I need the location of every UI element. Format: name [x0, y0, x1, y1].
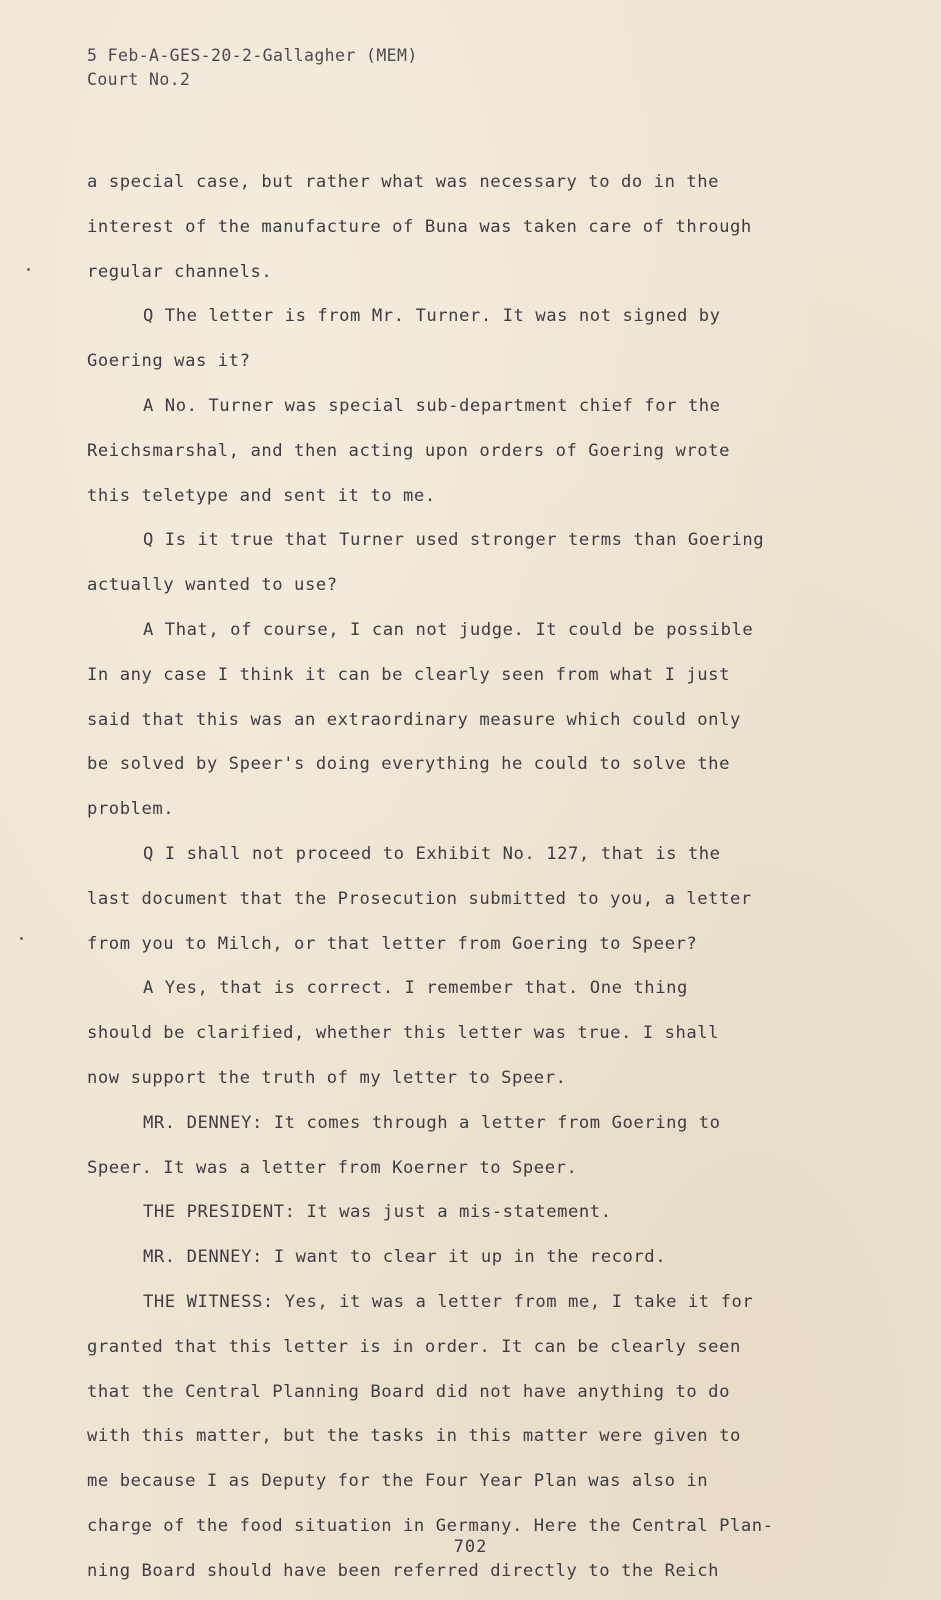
transcript-line: A No. Turner was special sub-department chief for the — [143, 395, 721, 416]
transcript-line: Reichsmarshal, and then acting upon orders of Goering wrote — [87, 440, 730, 461]
transcript-line: MR. DENNEY: It comes through a letter from Goering to — [143, 1112, 721, 1133]
transcript-line: be solved by Speer's doing everything he could to solve the — [87, 754, 730, 775]
transcript-line: A Yes, that is correct. I remember that. One thing — [143, 978, 688, 999]
transcript-line: Q I shall not proceed to Exhibit No. 127, that is the — [143, 843, 721, 864]
document-header — [87, 44, 418, 92]
transcript-line: last document that the Prosecution submitted to you, a letter — [87, 888, 752, 909]
transcript-line: me because I as Deputy for the Four Year Plan was also in — [87, 1471, 709, 1492]
transcript-line: MR. DENNEY: I want to clear it up in the record. — [143, 1247, 667, 1268]
margin-mark — [20, 937, 23, 940]
transcript-line: charge of the food situation in Germany. Here the Central Plan- — [87, 1515, 774, 1536]
page-number: 702 — [453, 1537, 488, 1557]
transcript-line: interest of the manufacture of Buna was taken care of through — [87, 216, 752, 237]
transcript-line: In any case I think it can be clearly seen from what I just — [87, 664, 730, 685]
margin-mark — [27, 268, 30, 271]
transcript-line: actually wanted to use? — [87, 575, 338, 596]
transcript-line: Goering was it? — [87, 351, 251, 372]
transcript-line: problem. — [87, 799, 175, 820]
transcript-line: said that this was an extraordinary measure which could only — [87, 709, 741, 730]
header-court-line: Court No.2 — [87, 70, 191, 89]
transcript-body — [87, 160, 887, 1594]
transcript-line: THE WITNESS: Yes, it was a letter from me, I take it for — [143, 1291, 754, 1312]
transcript-line: Q Is it true that Turner used stronger terms than Goering — [143, 530, 765, 551]
transcript-line: granted that this letter is in order. It can be clearly seen — [87, 1336, 741, 1357]
transcript-line: A That, of course, I can not judge. It could be possible — [143, 619, 754, 640]
transcript-line: now support the truth of my letter to Speer. — [87, 1067, 567, 1088]
header-reference-line: 5 Feb-A-GES-20-2-Gallagher (MEM) — [87, 46, 418, 65]
transcript-line: should be clarified, whether this letter was true. I shall — [87, 1023, 720, 1044]
transcript-line: regular channels. — [87, 261, 273, 282]
transcript-line: from you to Milch, or that letter from Goering to Speer? — [87, 933, 698, 954]
transcript-line: Q The letter is from Mr. Turner. It was not signed by — [143, 306, 721, 327]
transcript-line: that the Central Planning Board did not have anything to do — [87, 1381, 730, 1402]
transcript-line: Speer. It was a letter from Koerner to Speer. — [87, 1157, 578, 1178]
transcript-line: THE PRESIDENT: It was just a mis-statement. — [143, 1202, 612, 1223]
transcript-line: ning Board should have been referred directly to the Reich — [87, 1560, 720, 1581]
transcript-line: this teletype and sent it to me. — [87, 485, 436, 506]
transcript-line: a special case, but rather what was necessary to do in the — [87, 172, 720, 192]
transcript-line: with this matter, but the tasks in this matter were given to — [87, 1426, 741, 1447]
